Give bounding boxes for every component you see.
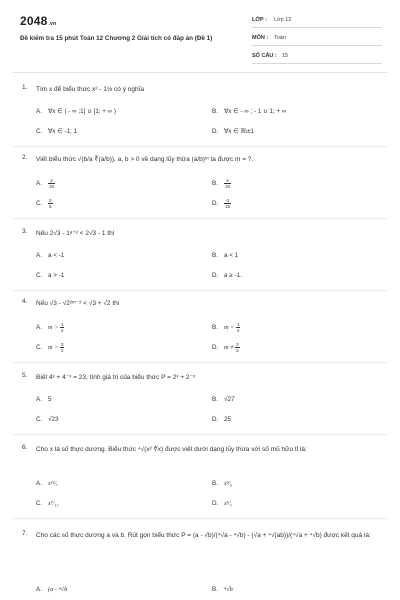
fraction-denominator: 15 <box>49 184 55 189</box>
option-d[interactable] <box>212 342 240 353</box>
meta-count-value: 15 <box>282 53 289 59</box>
meta-class-row <box>252 16 382 28</box>
option-a[interactable] <box>36 252 64 259</box>
option-b[interactable] <box>212 586 233 593</box>
option-letter: D. <box>212 200 219 208</box>
option-letter: B. <box>212 586 218 593</box>
option-c[interactable] <box>36 272 64 279</box>
option-c[interactable] <box>36 500 58 507</box>
option-a[interactable] <box>36 396 52 403</box>
fraction-numerator: -2 <box>225 198 230 203</box>
question-text: Viết biểu thức √(b/a ∛(a/b)), a, b > 0 về dạng lũy thừa (a/b)ᵐ ta được m = ?. <box>36 156 254 163</box>
option-letter: A. <box>36 396 42 403</box>
fraction-numerator: 4 <box>224 178 231 184</box>
option-prefix: m ≠ <box>224 344 236 352</box>
option-text: √27 <box>224 396 235 403</box>
question-number: 7. <box>22 530 28 537</box>
option-a[interactable] <box>36 108 116 115</box>
option-letter: B. <box>212 108 218 115</box>
question-text: Nếu √3 - √2²ᵐ⁻² < √3 + √2 thì <box>36 300 120 307</box>
fraction-denominator: 2 <box>236 328 240 333</box>
question-text: Cho các số thực dương a và b. Rút gọn biểu thức P = (a - √b)/(⁴√a - ⁴√b) - (√a + ⁴√(ab))/(⁴√a + ⁴√b) được kết quả là: <box>36 532 371 539</box>
question-text: Biết 4ˣ + 4⁻ˣ = 23, tính giá trị của biểu thức P = 2ˣ + 2⁻ˣ <box>36 374 196 381</box>
option-letter: C. <box>36 416 43 423</box>
option-a[interactable] <box>36 322 64 333</box>
option-prefix: m > <box>48 344 60 352</box>
question-number: 4. <box>22 298 28 305</box>
option-text: ∀x ∈ ( - ∞ ;1] ∪ [1; + ∞ ) <box>48 108 116 115</box>
option-fraction <box>224 178 231 189</box>
meta-class-value: Lớp 12 <box>274 17 292 23</box>
question-divider <box>12 434 388 435</box>
option-letter: B. <box>212 252 218 259</box>
option-prefix: m < <box>224 324 236 332</box>
option-letter: C. <box>36 500 43 507</box>
header-divider <box>12 72 388 73</box>
option-text: x⁵⁄₆ <box>224 480 233 487</box>
option-fraction <box>48 178 55 189</box>
question-text: Cho x là số thực dương. Biểu thức ⁴√(x² ∜x) được viết dưới dạng lũy thừa với số mũ hữu tỉ là: <box>36 446 307 453</box>
fraction-denominator: 5 <box>49 204 52 209</box>
option-b[interactable] <box>212 480 232 487</box>
question-number: 3. <box>22 228 28 235</box>
option-fraction <box>60 322 65 333</box>
fraction-numerator: 3 <box>60 342 64 347</box>
option-d[interactable] <box>212 500 232 507</box>
question-number: 1. <box>22 84 28 91</box>
option-a[interactable] <box>36 480 58 487</box>
option-text: ∀x ∈ - ∞ ; - 1 ∪ 1; + ∞ <box>224 108 287 115</box>
option-letter: D. <box>212 272 219 279</box>
meta-class-label: LỚP : <box>252 17 267 23</box>
meta-count-label: SỐ CÂU : <box>252 53 277 59</box>
option-text: √23 <box>48 416 59 423</box>
option-c[interactable] <box>36 198 53 209</box>
option-b[interactable] <box>212 252 238 259</box>
fraction-denominator: 2 <box>236 348 239 353</box>
option-fraction <box>224 198 231 209</box>
option-text: 25 <box>224 416 232 423</box>
option-letter: C. <box>36 344 43 352</box>
option-a[interactable] <box>36 586 67 593</box>
logo-suffix: .vn <box>48 21 57 27</box>
fraction-numerator: 1 <box>236 322 240 327</box>
option-letter: A. <box>36 324 42 332</box>
fraction-denominator: 15 <box>225 184 231 189</box>
option-letter: C. <box>36 272 43 279</box>
question-divider <box>12 362 388 363</box>
option-letter: C. <box>36 128 43 135</box>
option-letter: D. <box>212 344 219 352</box>
option-d[interactable] <box>212 416 231 423</box>
meta-info <box>252 16 382 70</box>
option-letter: B. <box>212 180 218 188</box>
option-fraction <box>236 322 241 333</box>
fraction-numerator: 2 <box>49 198 52 203</box>
option-text: ∀x ∈ ℝ\±1 <box>224 128 255 135</box>
option-text: ⁴√b <box>224 586 233 593</box>
option-text: (a - ⁴√b <box>48 586 68 593</box>
question-number: 2. <box>22 154 28 161</box>
option-text: a < 1 <box>224 252 239 259</box>
logo-text: 2048 <box>20 14 48 28</box>
option-b[interactable] <box>212 178 231 189</box>
option-c[interactable] <box>36 128 77 135</box>
question-text: Tìm x để biểu thức x² - 1⅓ có ý nghĩa <box>36 86 145 93</box>
document-header <box>20 14 382 66</box>
question-number: 5. <box>22 372 28 379</box>
option-letter: C. <box>36 200 43 208</box>
option-text: a > -1 <box>48 272 65 279</box>
option-letter: A. <box>36 252 42 259</box>
option-letter: A. <box>36 180 42 188</box>
option-letter: D. <box>212 416 219 423</box>
fraction-numerator: 2 <box>48 178 55 184</box>
option-b[interactable] <box>212 396 234 403</box>
fraction-denominator: 2 <box>60 348 64 353</box>
meta-count-row <box>252 52 382 64</box>
option-text: x⁶⁄₅ <box>224 500 233 507</box>
option-text: a < -1 <box>48 252 65 259</box>
option-d[interactable] <box>212 198 231 209</box>
option-prefix: m > <box>48 324 60 332</box>
option-letter: A. <box>36 586 42 593</box>
question-divider <box>12 146 388 147</box>
question-divider <box>12 518 388 519</box>
option-fraction <box>235 342 240 353</box>
meta-subject-row <box>252 34 382 46</box>
option-letter: B. <box>212 396 218 403</box>
option-d[interactable] <box>212 272 242 279</box>
document-title: Đề kiểm tra 15 phút Toán 12 Chương 2 Giải tích có đáp án (Đề 1) <box>20 35 213 42</box>
question-divider <box>12 218 388 219</box>
option-b[interactable] <box>212 322 240 333</box>
option-c[interactable] <box>36 416 58 423</box>
option-fraction <box>60 342 65 353</box>
option-text: x⁷⁄₁₂ <box>48 500 59 507</box>
fraction-denominator: 15 <box>225 204 231 209</box>
option-text: a ≥ -1. <box>224 272 242 279</box>
option-letter: B. <box>212 324 218 332</box>
option-text: x¹²⁄₇ <box>48 480 58 487</box>
fraction-numerator: 3 <box>236 342 239 347</box>
meta-subject-label: MÔN : <box>252 35 269 41</box>
question-divider <box>12 290 388 291</box>
question-text: Nếu 2√3 - 1ᵃ⁺² < 2√3 - 1 thì <box>36 230 115 237</box>
option-letter: B. <box>212 480 218 487</box>
option-c[interactable] <box>36 342 64 353</box>
option-text: ∀x ∈ -1; 1 <box>48 128 78 135</box>
option-d[interactable] <box>212 128 254 135</box>
meta-subject-value: Toán <box>274 35 286 41</box>
option-letter: D. <box>212 128 219 135</box>
option-letter: A. <box>36 108 42 115</box>
option-a[interactable] <box>36 178 55 189</box>
option-letter: A. <box>36 480 42 487</box>
question-number: 6. <box>22 444 28 451</box>
fraction-numerator: 1 <box>60 322 64 327</box>
option-fraction <box>48 198 53 209</box>
option-b[interactable] <box>212 108 286 115</box>
fraction-denominator: 2 <box>60 328 64 333</box>
option-letter: D. <box>212 500 219 507</box>
option-text: 5 <box>48 396 52 403</box>
site-logo[interactable] <box>20 14 56 28</box>
